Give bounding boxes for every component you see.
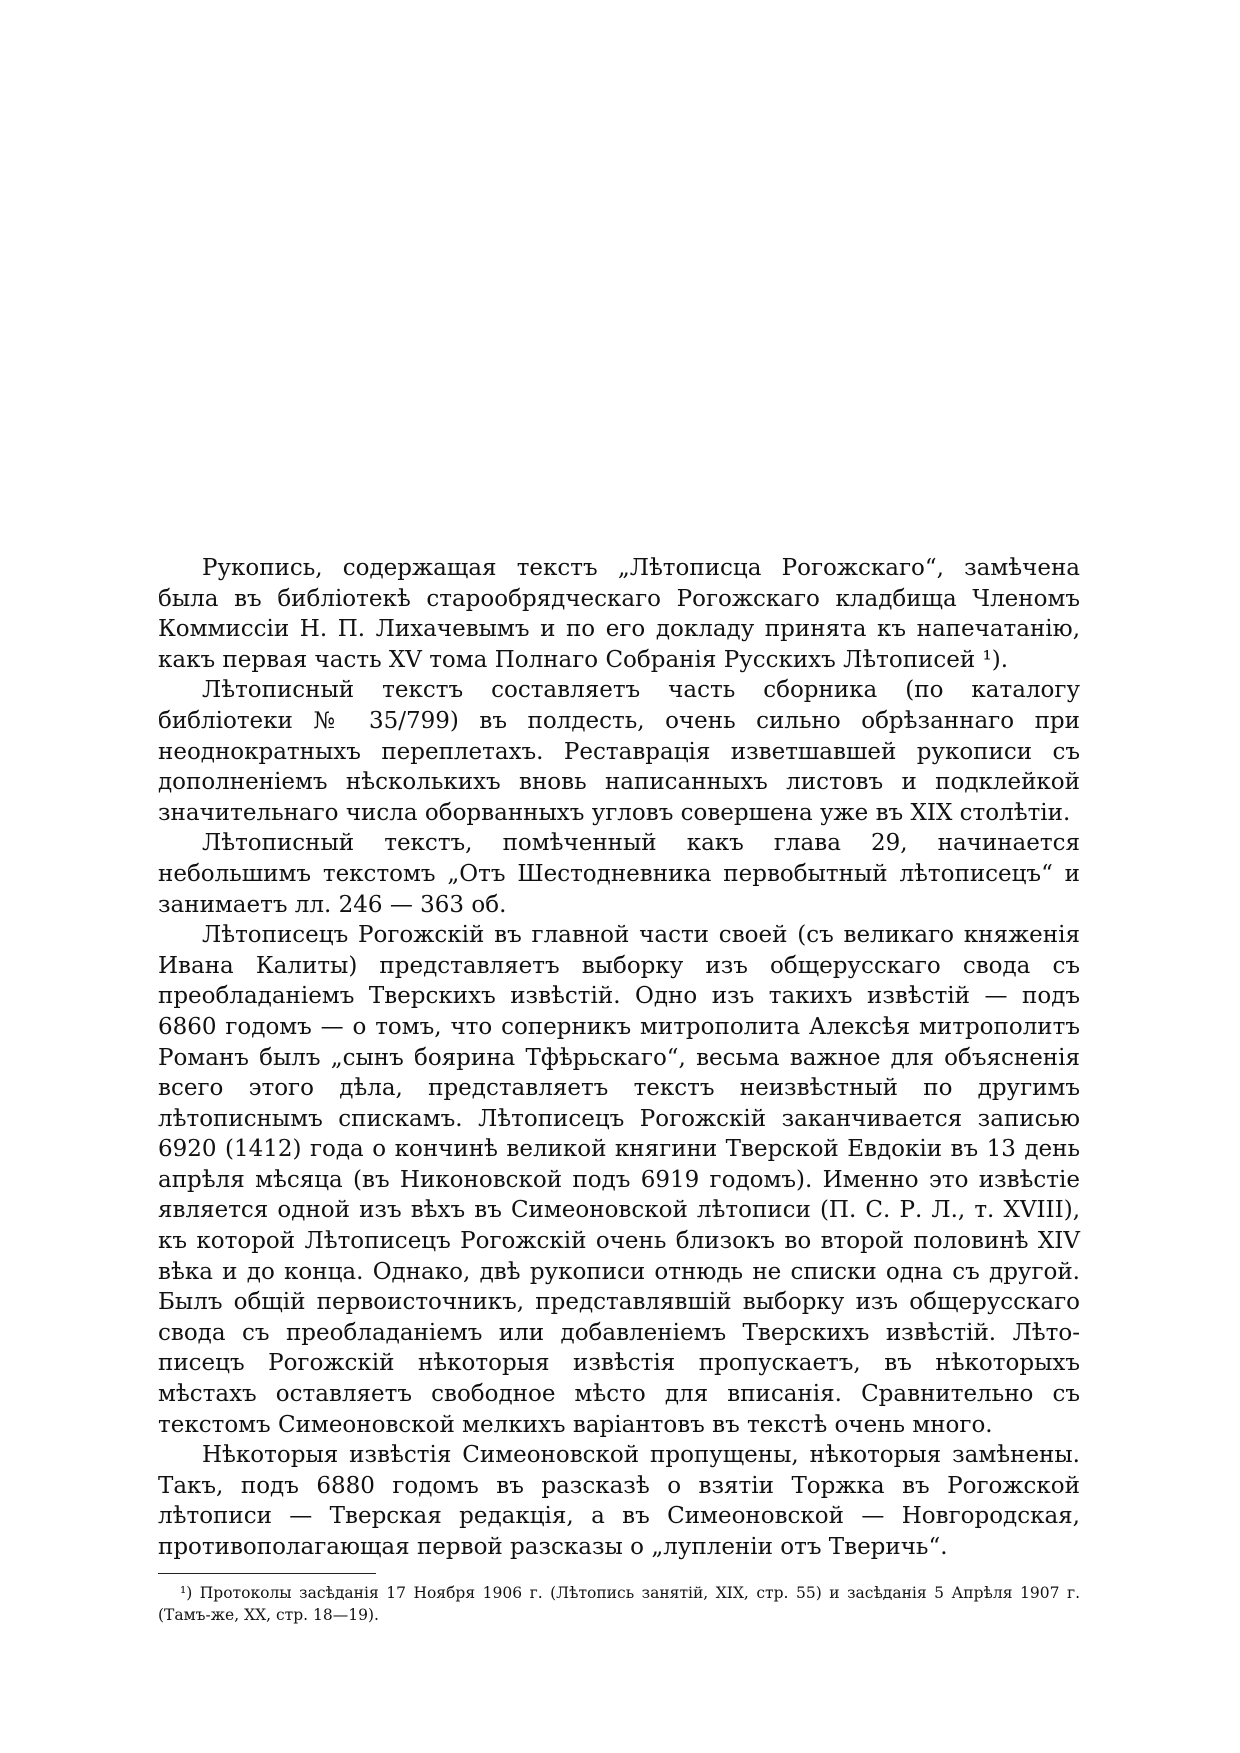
page-body xyxy=(158,553,1080,1626)
footnote-divider xyxy=(158,1573,376,1574)
footnote: ¹) Протоколы засѣданія 17 Ноября 1906 г. (Лѣтопись занятій, XIX, стр. 55) и засѣданія 5 Апрѣля 1907 г. (Тамъ-же, XX, стр. 18—19). xyxy=(158,1583,1080,1624)
paragraph-4: Лѣтописецъ Рогожскій въ главной части своей (съ великаго княженія Ивана Калиты) представляетъ выборку изъ общерусскаго свода съ преобладаніемъ Тверскихъ извѣстій. Одно изъ такихъ извѣстій — подъ 6860 годомъ — о томъ, что соперникъ митрополита Алексѣя митрополитъ Романъ былъ „сынъ боярина Тфѣрьскаго“, весьма важное для объясненія всего этого дѣла, представляетъ текстъ неизвѣстный по другимъ лѣтописнымъ спискамъ. Лѣтописецъ Рогожскій заканчивается записью 6920 (1412) года о кончинѣ великой княгини Тверской Евдокіи въ 13 день апрѣля мѣсяца (въ Никоновской подъ 6919 годомъ). Именно это извѣстіе является одной изъ вѣхъ въ Симеоновской лѣтописи (П. С. Р. Л., т. XVIII), къ которой Лѣтописецъ Рогожскій очень близокъ во второй половинѣ XIV вѣка и до конца. Однако, двѣ рукописи отнюдь не списки одна съ другой. Былъ общій первоисточникъ, представлявшій выборку изъ общерусскаго свода съ преобладаніемъ или добавленіемъ Тверскихъ извѣстій. Лѣтописецъ Рогожскій нѣкоторыя извѣстія пропускаетъ, въ нѣкоторыхъ мѣстахъ оставляетъ свободное мѣсто для вписанія. Сравнительно съ текстомъ Симеоновской мелкихъ варіантовъ въ текстѣ очень много. xyxy=(158,922,1080,1438)
paragraph-1: Рукопись, содержащая текстъ „Лѣтописца Рогожскаго“, замѣчена была въ библіотекѣ старообрядческаго Рогожскаго кладбища Членомъ Коммиссіи Н. П. Лихачевымъ и по его докладу принята къ напечатанію, какъ первая часть XV тома Полнаго Собранія Русскихъ Лѣтописей ¹). xyxy=(158,555,1080,673)
paragraph-5: Нѣкоторыя извѣстія Симеоновской пропущены, нѣкоторыя замѣнены. Такъ, подъ 6880 годомъ въ разсказѣ о взятіи Торжка въ Рогожской лѣтописи — Тверская редакція, а въ Симеоновской — Новгородская, противополагающая первой разсказы о „лупленіи отъ Тверичь“. xyxy=(158,1442,1080,1560)
paragraph-3: Лѣтописный текстъ, помѣченный какъ глава 29, начинается небольшимъ текстомъ „Отъ Шестодневника первобытный лѣтописецъ“ и занимаетъ лл. 246 — 363 об. xyxy=(158,830,1080,918)
paragraph-2: Лѣтописный текстъ составляетъ часть сборника (по каталогу библіотеки № 35/799) въ полдесть, очень сильно обрѣзаннаго при неоднократныхъ переплетахъ. Реставрація изветшавшей рукописи съ дополненіемъ нѣсколькихъ вновь написанныхъ листовъ и подклейкой значительнаго числа оборванныхъ угловъ совершена уже въ XIX столѣтіи. xyxy=(158,677,1080,826)
